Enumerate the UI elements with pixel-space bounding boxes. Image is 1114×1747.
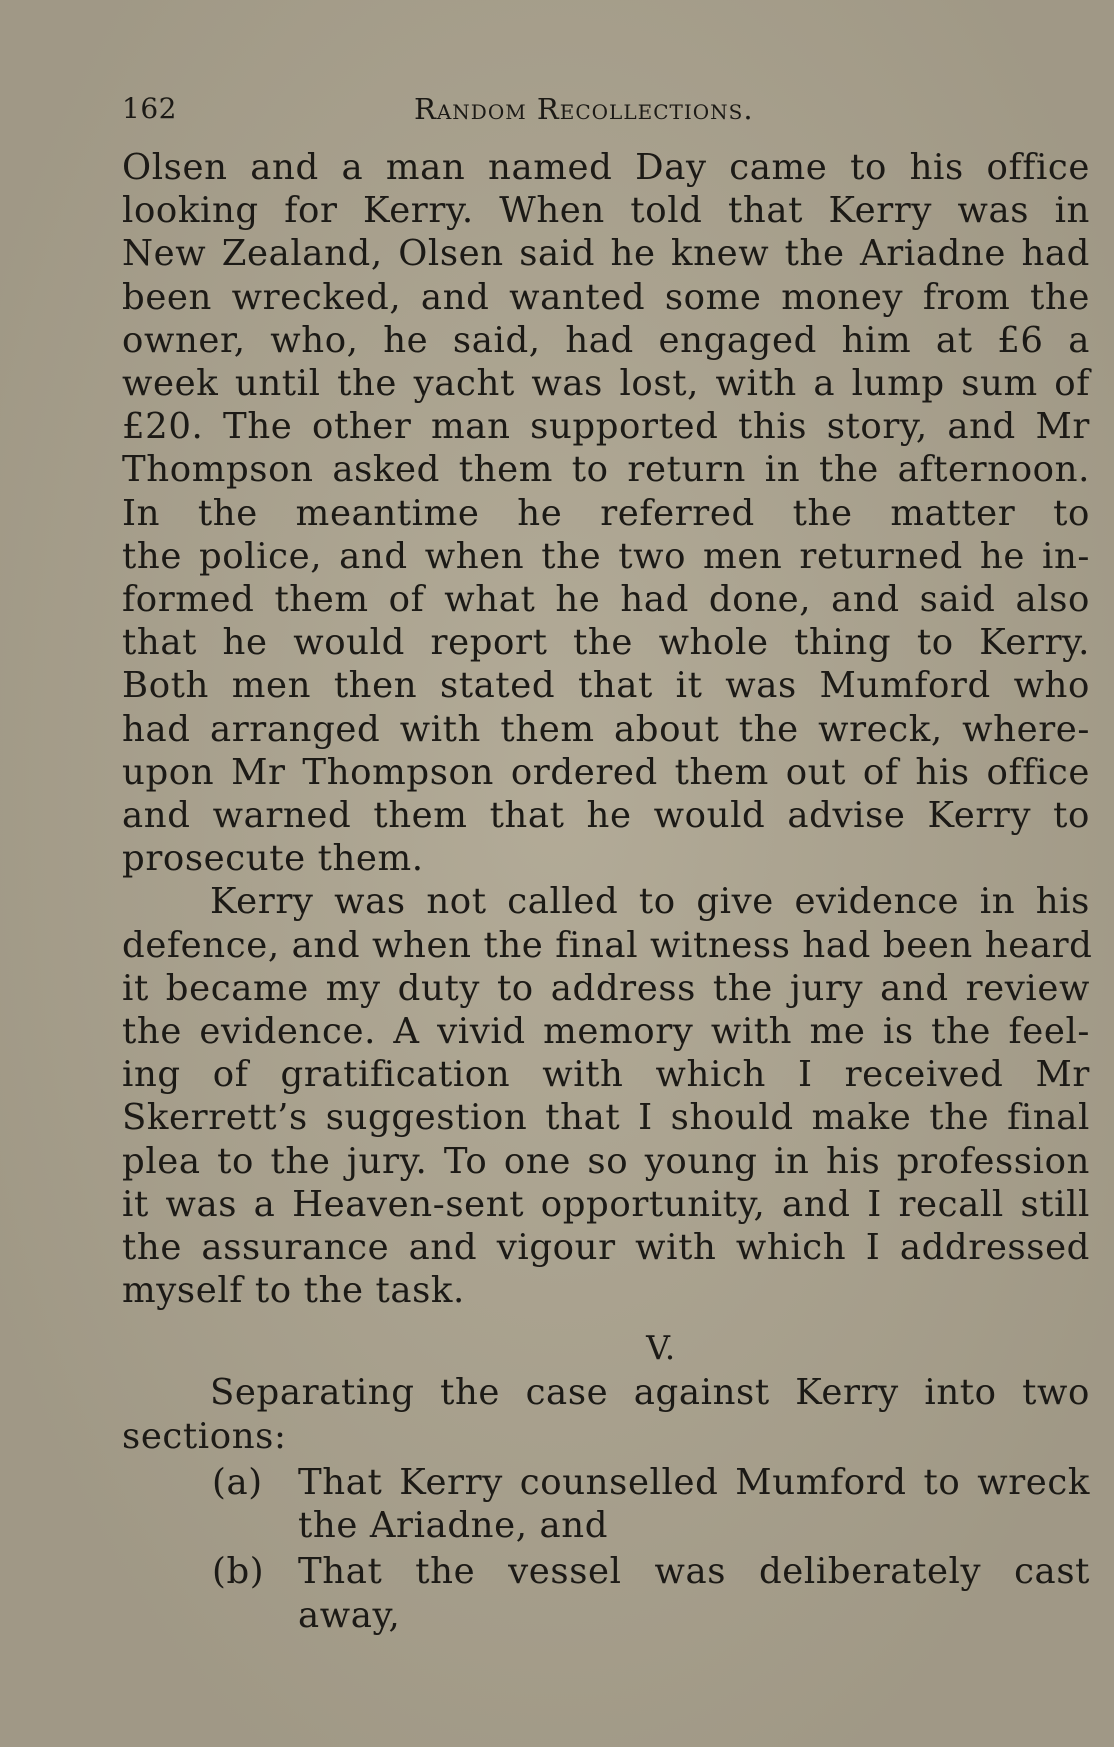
text-line: plea to the jury. To one so young in his profession — [122, 1140, 1090, 1182]
text-line: Separating the case against Kerry into two — [210, 1372, 1090, 1414]
text-line: owner, who, he said, had engaged him at £6 a — [122, 319, 1090, 361]
text-line: Olsen and a man named Day came to his office — [122, 147, 1090, 188]
list-marker: (b) — [212, 1551, 265, 1593]
text-line: the assurance and vigour with which I addressed — [122, 1227, 1090, 1269]
text-line: upon Mr Thompson ordered them out of his office — [122, 751, 1090, 793]
running-head — [122, 92, 1090, 132]
text-line: Skerrett’s suggestion that I should make the final — [122, 1097, 1090, 1139]
text-line: away, — [298, 1594, 401, 1636]
text-line: prosecute them. — [122, 838, 424, 880]
text-line: it became my duty to address the jury and review — [122, 967, 1090, 1009]
page-number: 162 — [122, 92, 177, 125]
text-line: week until the yacht was lost, with a lump sum of — [122, 363, 1090, 405]
text-line: defence, and when the final witness had been heard — [122, 924, 1093, 966]
list-marker: (a) — [212, 1461, 263, 1503]
text-line: Both men then stated that it was Mumford who — [122, 665, 1090, 707]
text-line: formed them of what he had done, and said also — [122, 579, 1090, 621]
paragraph-sections — [122, 1371, 1090, 1457]
charge-list — [122, 1461, 1090, 1637]
text-line: In the meantime he referred the matter to — [122, 492, 1090, 534]
text-line: That Kerry counselled Mumford to wreck — [298, 1461, 1090, 1503]
section-heading: V. — [646, 1328, 676, 1368]
text-line: been wrecked, and wanted some money from the — [122, 276, 1090, 318]
list-item — [122, 1461, 1090, 1547]
text-line: that he would report the whole thing to Kerry. — [122, 622, 1090, 664]
text-line: Kerry was not called to give evidence in his — [210, 881, 1090, 923]
text-line: it was a Heaven-sent opportunity, and I recall still — [122, 1183, 1090, 1225]
list-item — [122, 1550, 1090, 1636]
text-line: Thompson asked them to return in the afternoon. — [122, 449, 1090, 491]
text-line: ing of gratification with which I received Mr — [122, 1054, 1090, 1096]
text-line: myself to the task. — [122, 1270, 465, 1312]
text-line: That the vessel was deliberately cast — [298, 1551, 1090, 1593]
text-line: and warned them that he would advise Kerry to — [122, 795, 1090, 837]
text-line: the police, and when the two men returned he in- — [122, 535, 1090, 577]
paragraph-address — [122, 880, 1093, 1312]
text-line: New Zealand, Olsen said he knew the Ariadne had — [122, 233, 1090, 275]
text-line: £20. The other man supported this story, and Mr — [122, 406, 1090, 448]
running-title: Random Recollections. — [414, 92, 754, 126]
text-line: sections: — [122, 1415, 287, 1457]
text-line: the evidence. A vivid memory with me is the feel- — [122, 1011, 1090, 1053]
body-text — [122, 146, 1093, 1637]
text-line: the Ariadne, and — [298, 1505, 609, 1547]
text-line: had arranged with them about the wreck, where- — [122, 708, 1090, 750]
text-line: looking for Kerry. When told that Kerry was in — [122, 190, 1090, 232]
paragraph-testimony — [122, 146, 1090, 880]
